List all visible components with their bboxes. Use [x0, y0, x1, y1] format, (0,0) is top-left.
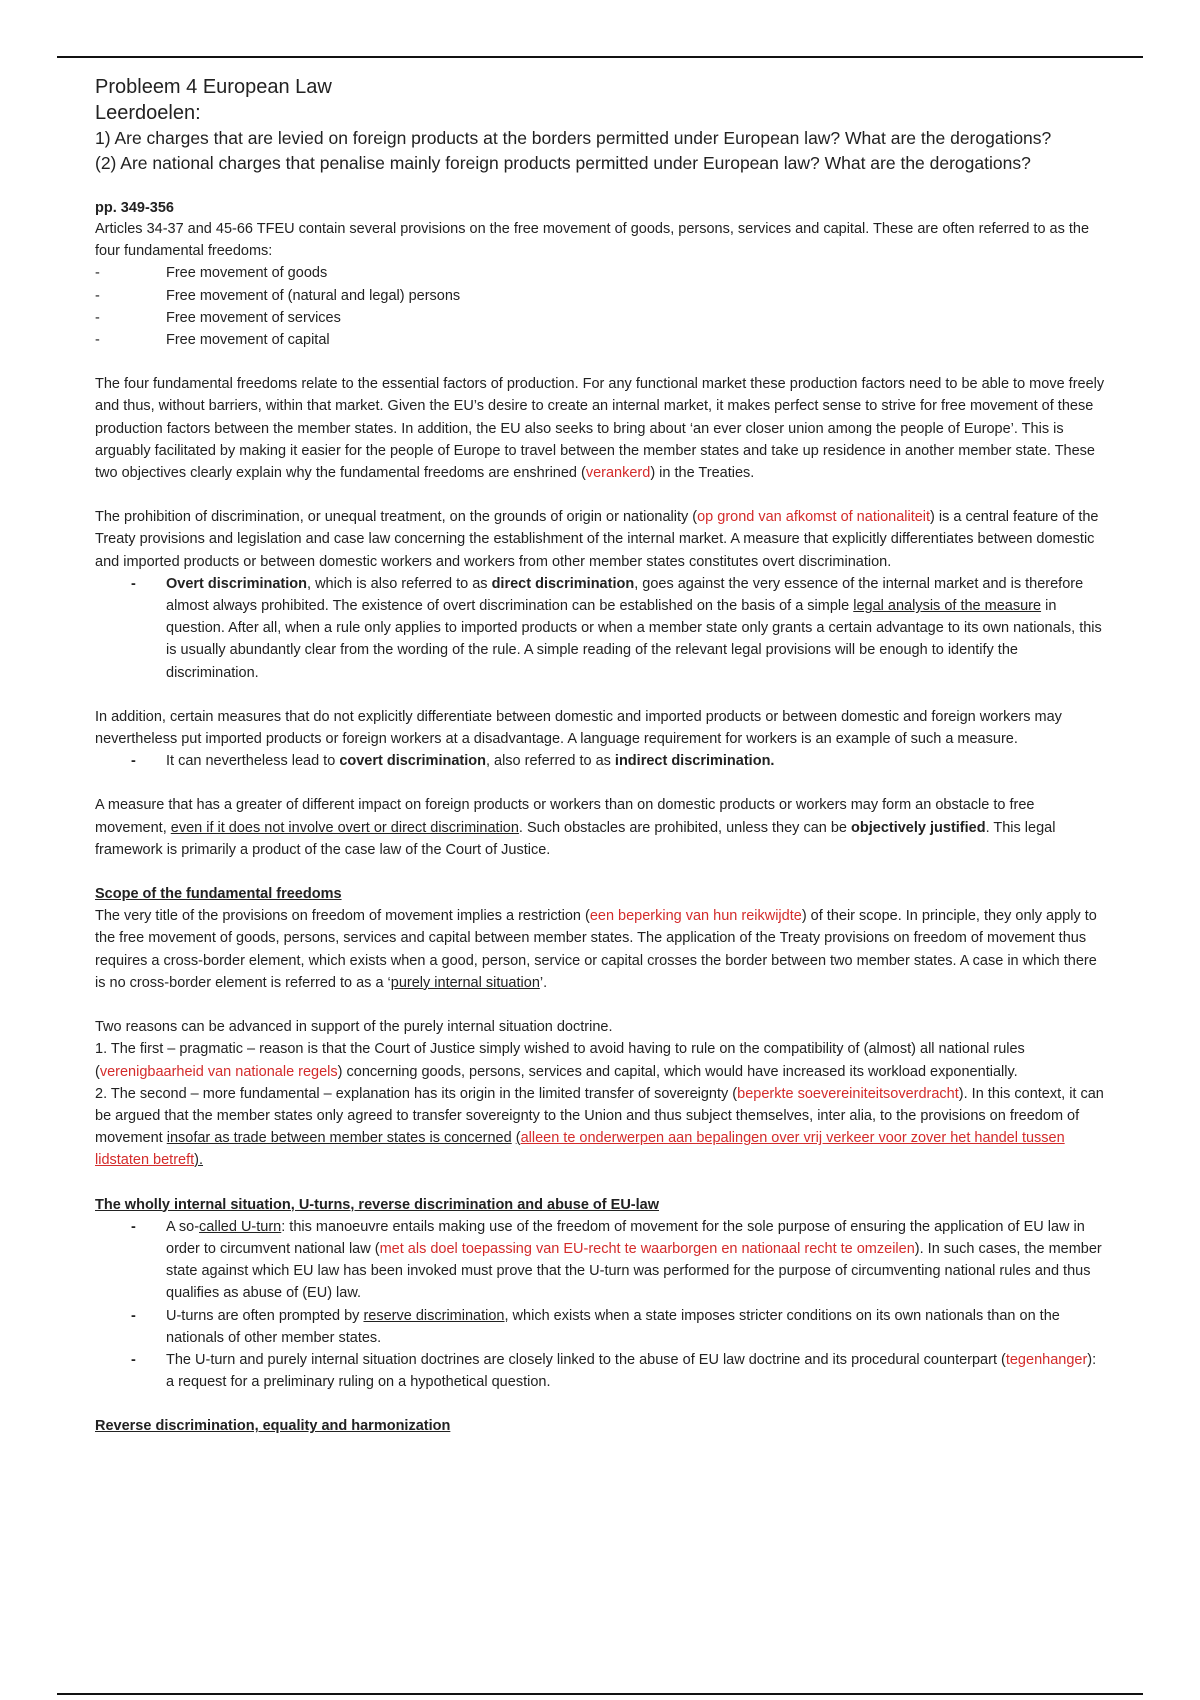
- translation-note: verenigbaarheid van nationale regels: [99, 1063, 338, 1080]
- list-item: - U-turns are often prompted by reserve discrimination, which exists when a state imposes stricter conditions on its own nationals than on the nationals of other member states.: [95, 1305, 1105, 1349]
- translation-note: alleen te onderwerpen aan bepalingen over vrij verkeer voor zover het handel tussen lidstaten betreft: [95, 1130, 1065, 1169]
- translation-note: tegenhanger: [1005, 1351, 1088, 1368]
- scope-heading: Scope of the fundamental freedoms: [95, 886, 342, 903]
- list-item: - Free movement of (natural and legal) persons: [95, 285, 1105, 307]
- translation-note: op grond van afkomst of nationaliteit: [697, 509, 931, 526]
- wholly-internal-heading: The wholly internal situation, U-turns, reverse discrimination and abuse of EU-law: [95, 1196, 659, 1213]
- covert-paragraph: In addition, certain measures that do not explicitly differentiate between domestic and imported products or between domestic and foreign workers may nevertheless put imported products or foreign workers at a disadvantage. A language requirement for workers is an example of such a measure.: [95, 708, 1062, 748]
- reason-2: 2. The second – more fundamental – explanation has its origin in the limited transfer of sovereignty (beperkte soevereiniteitsoverdracht). In this context, it can be argued that the member states only agreed to transfer sovereignty to the Union and thus subject themselves, inter alia, to the provisions on freedom of movement insofar as trade between member states is concerned (alleen te onderwerpen aan bepalingen over vrij verkeer voor zover het handel tussen lidstaten betreft).: [95, 1085, 1104, 1169]
- scope-paragraph: The very title of the provisions on freedom of movement implies a restriction (een beperking van hun reikwijdte) of their scope. In principle, they only apply to the free movement of goods, persons, services and capital between member states. The application of the Treaty provisions on freedom of movement thus requires a cross-border element, which exists when a good, person, service or capital crosses the border between two member states. A case in which there is no cross-border element is referred to as a ‘purely internal situation’.: [95, 908, 1097, 991]
- pages-reference: pp. 349-356: [95, 200, 174, 216]
- freedoms-list: [95, 262, 1105, 351]
- list-item: - A so-called U-turn: this manoeuvre entails making use of the freedom of movement for the sole purpose of ensuring the application of EU law in order to circumvent national law (met als doel toepassing van EU-recht te waarborgen en nationaal recht te omzeilen). In such cases, the member state against which EU law has been invoked must prove that the U-turn was performed for the purpose of circumventing national rules and thus qualifies as abuse of (EU) law.: [95, 1216, 1105, 1305]
- translation-note: een beperking van hun reikwijdte: [589, 908, 802, 925]
- list-item: - The U-turn and purely internal situation doctrines are closely linked to the abuse of EU law doctrine and its procedural counterpart (tegenhanger): a request for a preliminary ruling on a hypothetical question.: [95, 1349, 1105, 1393]
- list-item: - Overt discrimination, which is also referred to as direct discrimination, goes against the very essence of the internal market and is therefore almost always prohibited. The existence of overt discrimination can be established on the basis of a simple legal analysis of the measure in question. After all, when a rule only applies to imported products or when a member state only grants a certain advantage to its own nationals, this is usually abundantly clear from the wording of the rule. A simple reading of the relevant legal provisions will be enough to identify the discrimination.: [95, 573, 1105, 684]
- list-item: - Free movement of capital: [95, 329, 1105, 351]
- impact-paragraph: A measure that has a greater of different impact on foreign products or workers than on domestic products or workers may form an obstacle to free movement, even if it does not involve overt or direct discrimination. Such obstacles are prohibited, unless they can be objectively justified. This legal framework is primarily a product of the case law of the Court of Justice.: [95, 797, 1056, 858]
- translation-note: beperkte soevereiniteitsoverdracht: [737, 1085, 959, 1102]
- learning-goals-heading: Leerdoelen:: [95, 102, 201, 124]
- list-item: - It can nevertheless lead to covert discrimination, also referred to as indirect discrimination.: [95, 750, 1105, 772]
- translation-note: verankerd: [585, 465, 651, 482]
- covert-list: [95, 750, 1105, 772]
- reverse-discrimination-heading: Reverse discrimination, equality and harmonization: [95, 1418, 451, 1435]
- factors-paragraph: The four fundamental freedoms relate to the essential factors of production. For any functional market these production factors need to be able to move freely and thus, without barriers, within that market. Given the EU’s desire to create an internal market, it makes perfect sense to strive for free movement of these production factors between the member states. In addition, the EU also seeks to bring about ‘an ever closer union among the people of Europe’. This is arguably facilitated by making it easier for the people of Europe to travel between the member states and take up residence in another member state. These two objectives clearly explain why the fundamental freedoms are enshrined (verankerd) in the Treaties.: [95, 376, 1105, 482]
- reasons-intro: Two reasons can be advanced in support of the purely internal situation doctrine.: [95, 1019, 613, 1036]
- list-item: - Free movement of goods: [95, 262, 1105, 284]
- document-title: Probleem 4 European Law: [95, 76, 332, 98]
- reason-1: 1. The first – pragmatic – reason is that the Court of Justice simply wished to avoid having to rule on the compatibility of (almost) all national rules (verenigbaarheid van nationale regels) concerning goods, persons, services and capital, which would have increased its workload exponentially.: [95, 1041, 1025, 1080]
- document-page: [95, 74, 1105, 1438]
- wholly-internal-list: [95, 1216, 1105, 1394]
- translation-note: met als doel toepassing van EU-recht te waarborgen en nationaal recht te omzeilen: [379, 1240, 915, 1257]
- learning-objective-2: (2) Are national charges that penalise mainly foreign products permitted under European law? What are the derogations?: [95, 153, 1031, 173]
- intro-paragraph: Articles 34-37 and 45-66 TFEU contain several provisions on the free movement of goods, persons, services and capital. These are often referred to as the four fundamental freedoms:: [95, 221, 1090, 260]
- list-item: - Free movement of services: [95, 307, 1105, 329]
- top-rule: [57, 56, 1143, 58]
- overt-list: [95, 573, 1105, 684]
- discrimination-paragraph: The prohibition of discrimination, or unequal treatment, on the grounds of origin or nationality (op grond van afkomst of nationaliteit) is a central feature of the Treaty provisions and legislation and case law concerning the establishment of the internal market. A measure that explicitly differentiates between domestic and imported products or between domestic workers and workers from other member states constitutes overt discrimination.: [95, 509, 1099, 570]
- bottom-rule: [57, 1693, 1143, 1695]
- learning-objective-1: 1) Are charges that are levied on foreign products at the borders permitted under European law? What are the derogations?: [95, 128, 1052, 148]
